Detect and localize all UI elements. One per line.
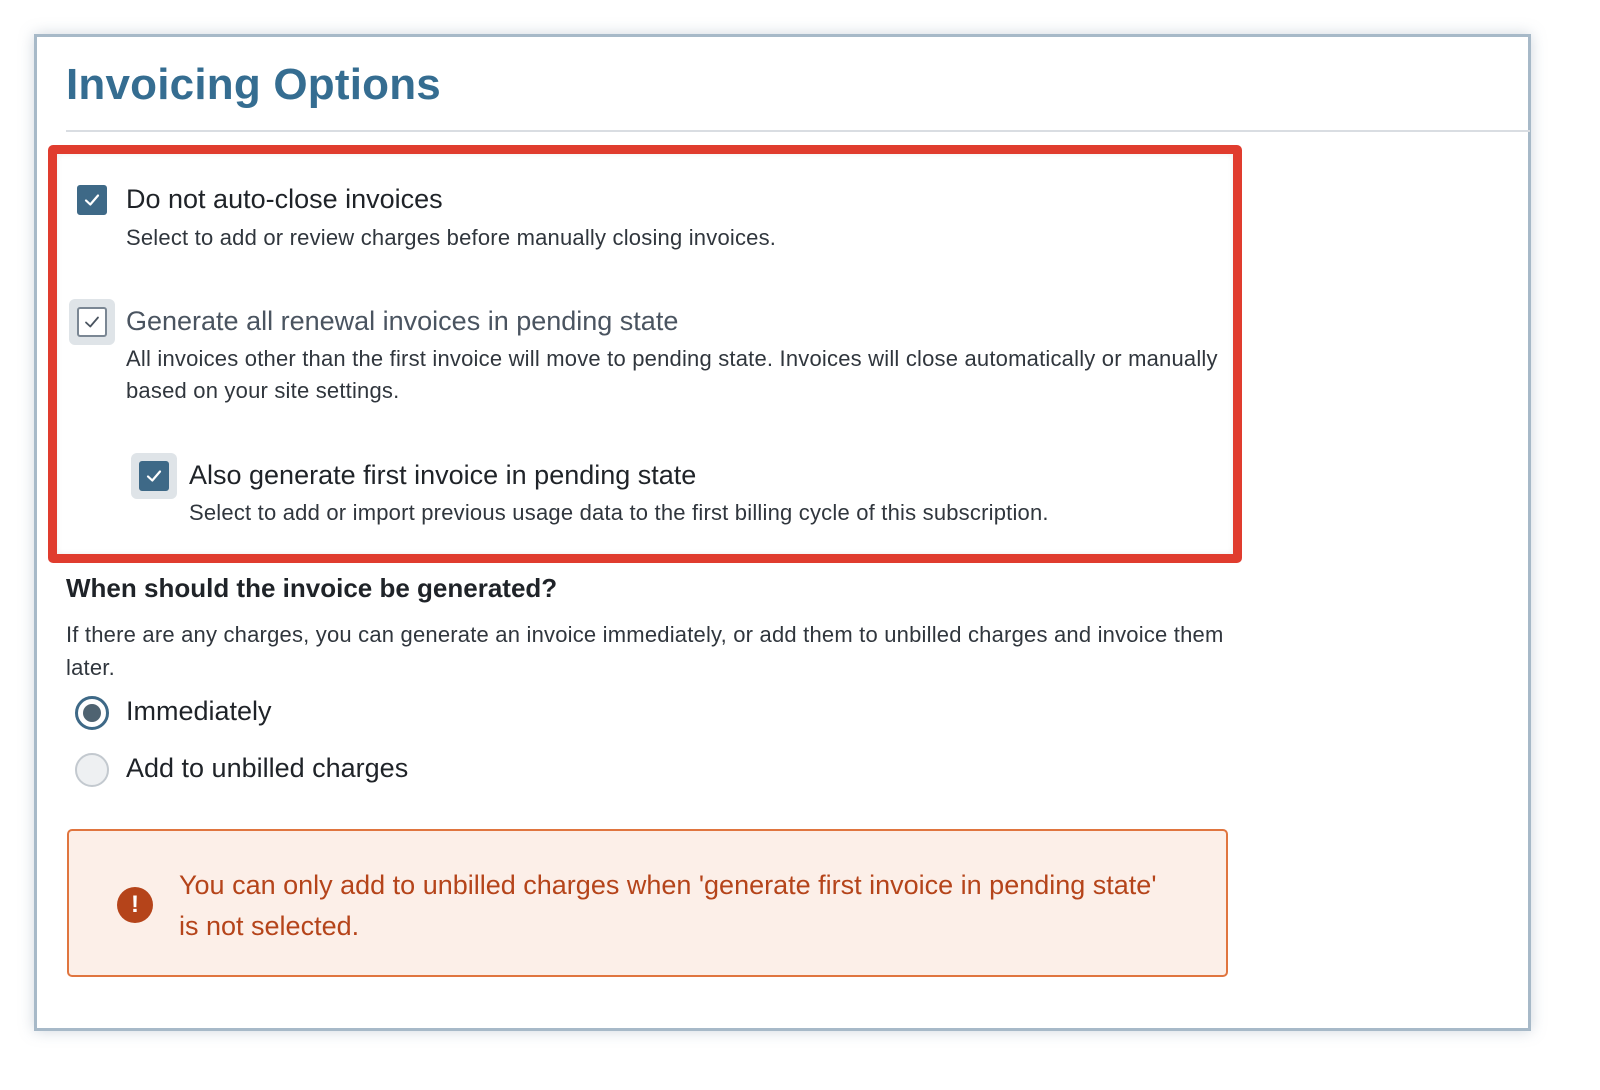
alert-message: You can only add to unbilled charges when 'generate first invoice in pending state' is not selected. (179, 870, 1157, 941)
add-to-unbilled-label[interactable]: Add to unbilled charges (126, 753, 409, 783)
first-invoice-pending-checkbox[interactable] (139, 461, 169, 491)
invoice-timing-question: When should the invoice be generated? (66, 573, 558, 603)
immediately-label[interactable]: Immediately (126, 696, 272, 726)
title-divider (66, 130, 1530, 132)
generate-renewal-pending-checkbox[interactable] (77, 307, 107, 337)
page-title: Invoicing Options (66, 60, 441, 109)
first-invoice-pending-label[interactable]: Also generate first invoice in pending state (189, 460, 697, 490)
do-not-auto-close-label[interactable]: Do not auto-close invoices (126, 184, 443, 214)
do-not-auto-close-description: Select to add or review charges before manually closing invoices. (126, 225, 777, 250)
invoice-timing-help: If there are any charges, you can generate an invoice immediately, or add them to unbilled charges and invoice them later. (66, 622, 1224, 680)
generate-renewal-pending-label[interactable]: Generate all renewal invoices in pending state (126, 306, 679, 336)
check-icon (144, 466, 164, 486)
first-invoice-pending-description: Select to add or import previous usage data to the first billing cycle of this subscription. (189, 500, 1049, 525)
check-icon (82, 190, 102, 210)
generate-renewal-pending-description: All invoices other than the first invoice will move to pending state. Invoices will close automatically or manually based on your site settings. (126, 346, 1218, 403)
warning-alert (67, 829, 1228, 977)
do-not-auto-close-checkbox[interactable] (77, 185, 107, 215)
exclamation-icon: ! (117, 887, 153, 923)
add-to-unbilled-radio[interactable] (75, 753, 109, 787)
immediately-radio[interactable] (75, 696, 109, 730)
check-icon (82, 312, 102, 332)
